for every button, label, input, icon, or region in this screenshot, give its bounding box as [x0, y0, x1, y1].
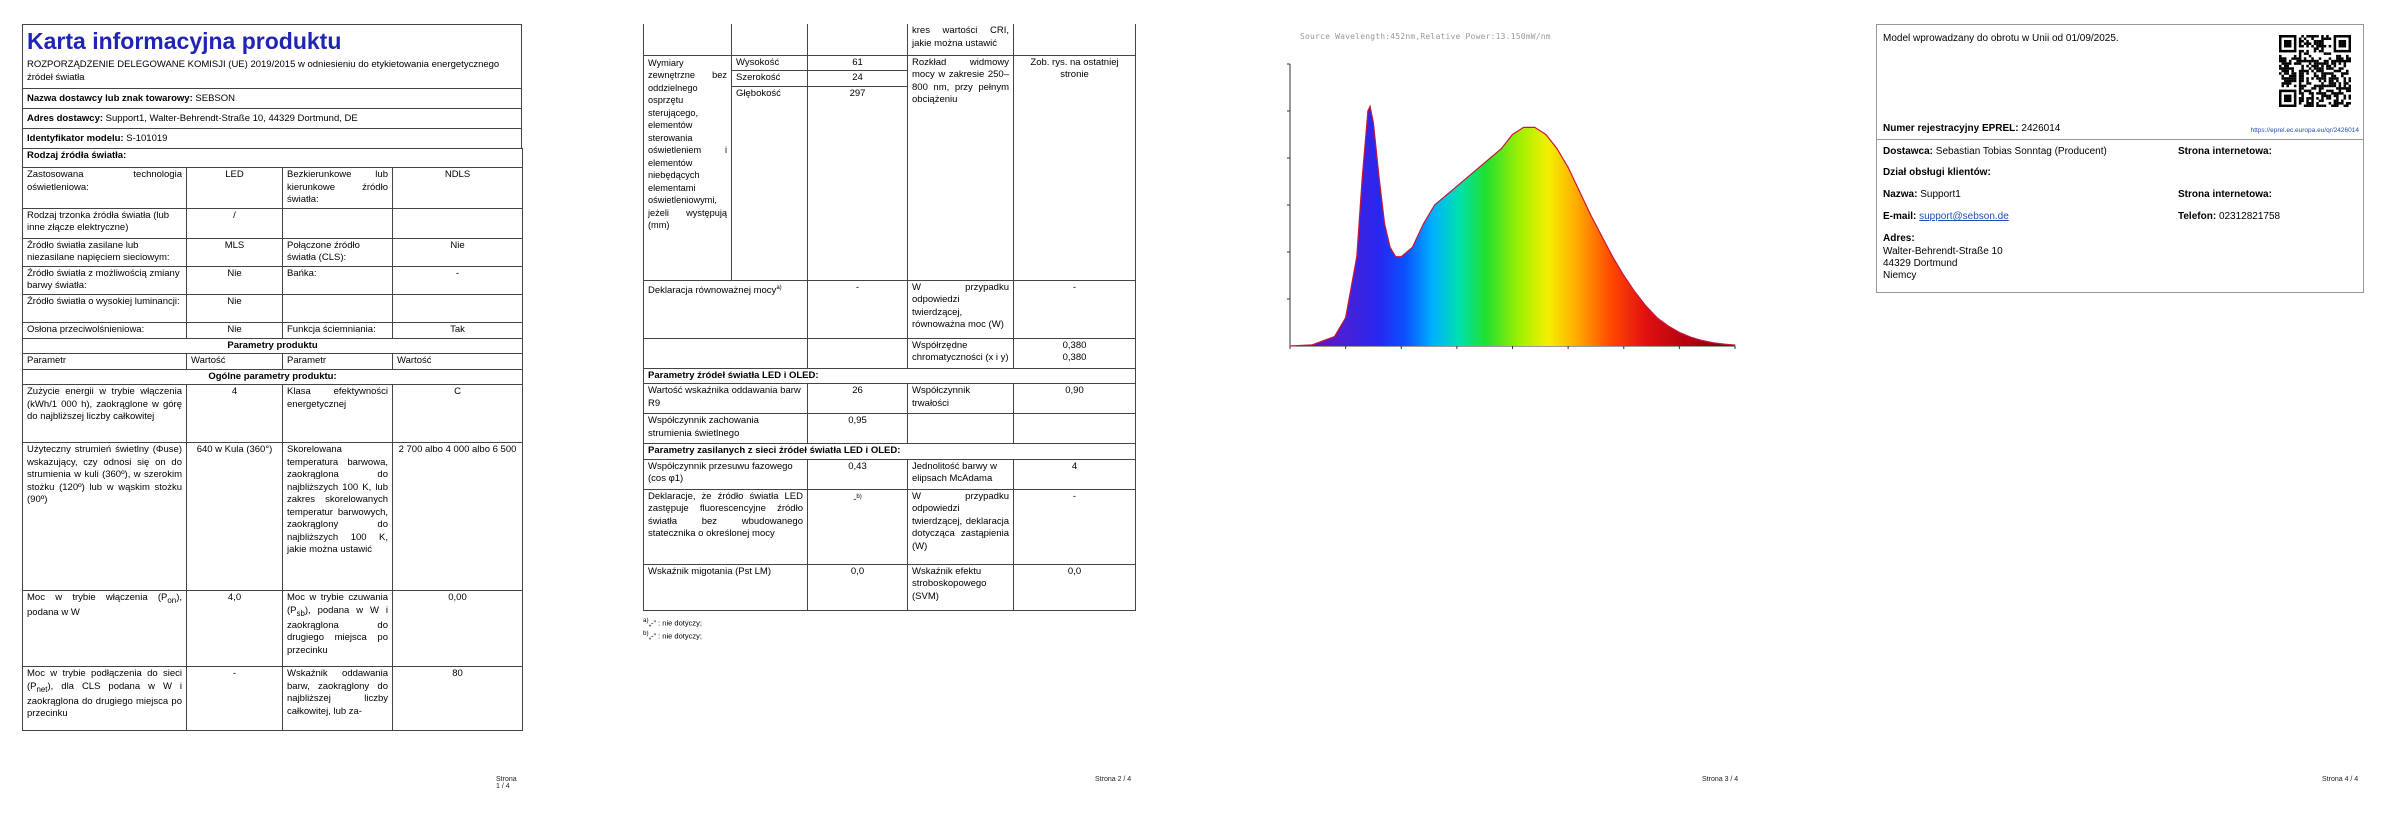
spectrum-point: [1384, 223, 1385, 224]
spectral-distribution-chart: [1270, 44, 1746, 364]
cell-label: Zastosowana technologia oświetleniowa:: [23, 168, 187, 209]
cell-label: Moc w trybie czuwania $(P_{sb})$, podana w W i zaokrąglona do drugiego miejsca po przecinku: [283, 591, 393, 667]
cell-value: 2 700 albo 4 000 albo 6 500: [393, 443, 523, 591]
cell-label: Funkcja ściemniania:: [283, 322, 393, 338]
model-value: S-101019: [126, 133, 168, 144]
cell-value: 0,43: [808, 459, 908, 489]
cell-label: Źródło światła o wysokiej luminancji:: [23, 294, 187, 322]
spectrum-point: [1534, 127, 1535, 128]
cell-label: Deklaracja równoważnej mocy$^{a)}$: [644, 280, 808, 338]
cell-label: Skorelowana temperatura barwowa, zaokrąglona do najbliższych 100 K, lub zakres skorelowanych temperatur barwowych, zaokrąglony do najbliższych 100 K, jakie można ustawić: [283, 443, 393, 591]
cell-value: 297: [808, 86, 908, 280]
light-source-table: [22, 148, 523, 731]
spectrum-point: [1456, 186, 1457, 187]
cell-label: Zużycie energii w trybie włączenia (kWh/1 000 h), zaokrąglone w górę do najbliższej liczby całkowitej: [23, 385, 187, 443]
spectrum-point: [1623, 275, 1624, 276]
spectrum-point: [1690, 336, 1691, 337]
cell-value: LED: [187, 168, 283, 209]
column-header: Parametr: [23, 354, 187, 370]
address-label: Adres dostawcy:: [27, 113, 104, 124]
page-footer: Strona 3 / 4: [1702, 776, 1739, 783]
cell-label: Bańka:: [283, 266, 393, 294]
supplier-value: SEBSON: [195, 93, 236, 104]
cell-value: 26: [808, 384, 908, 414]
cell-label: Współczynnik zachowania strumienia świetlnego: [644, 414, 808, 444]
cell-value: 0,90: [1014, 384, 1136, 414]
spectrum-point: [1390, 247, 1391, 248]
cell-value: [393, 294, 523, 322]
spectrum-point: [1723, 344, 1724, 345]
cell-label: W przypadku odpowiedzi twierdzącej, deklaracja dotycząca zastąpienia (W): [908, 489, 1014, 564]
regulation-text: ROZPORZĄDZENIE DELEGOWANE KOMISJI (UE) 2019/2015 w odniesieniu do etykietowania energetycznego źródeł światła: [27, 59, 500, 83]
spectrum-point: [1395, 256, 1396, 257]
spectrum-point: [1401, 256, 1402, 257]
cell-label: [283, 208, 393, 238]
cell-value: 61: [808, 55, 908, 71]
model-label: Identyfikator modelu:: [27, 133, 124, 144]
cell-label: Moc w trybie włączenia $(P_{on})$, podana w W: [23, 591, 187, 667]
address-label: Adres:: [1883, 233, 1915, 244]
page-footer: Strona 1 / 4: [496, 776, 517, 790]
footnote-b: $^{b)}$„-” : nie dotyczy;: [643, 630, 702, 641]
spectrum-point: [1601, 235, 1602, 236]
phone-line: Telefon: 02312821758: [2178, 211, 2281, 222]
cell-value: Nie: [187, 266, 283, 294]
footnotes: [643, 615, 1135, 642]
cell-value: -: [393, 266, 523, 294]
spectrum-point: [1645, 305, 1646, 306]
cell-value: -$^{b)}$: [808, 489, 908, 564]
cell-value: 4,0: [187, 591, 283, 667]
cell-value: 0,0: [1014, 564, 1136, 610]
spectrum-point: [1445, 195, 1446, 196]
cell-label: kres wartości CRI, jakie można ustawić: [908, 24, 1014, 55]
section-title: Parametry zasilanych z sieci źródeł światła LED i OLED:: [644, 444, 1136, 460]
spectrum-point: [1367, 110, 1368, 111]
supplier-row: [22, 88, 522, 108]
spectrum-area: [1290, 106, 1735, 346]
page-title: Karta informacyjna produktu: [27, 28, 342, 54]
spectrum-point: [1370, 106, 1371, 107]
cell-label: Rozkład widmowy mocy w zakresie 250–800 nm, przy pełnym obciążeniu: [908, 55, 1014, 280]
cell-label: Współrzędne chromatyczności (x i y): [908, 338, 1014, 368]
spectrum-point: [1289, 345, 1290, 346]
cell-value: 0,380 0,380: [1014, 338, 1136, 368]
spectrum-point: [1501, 148, 1502, 149]
product-params-table-continued: [643, 24, 1136, 611]
cell-label: Wymiary zewnętrzne bez oddzielnego osprzętu sterującego, elementów sterowania oświetleniem i elementów niebędących elementami oświetleniowymi, jeżeli występują (mm): [644, 55, 732, 280]
spectrum-point: [1312, 344, 1313, 345]
model-row: [22, 128, 522, 148]
cell-label: Współczynnik trwałości: [908, 384, 1014, 414]
cell-label: Głębokość: [732, 86, 808, 280]
spectrum-caption: Source Wavelength:452nm,Relative Power:13.150mW/nm: [1300, 32, 1551, 41]
cell-label: Rodzaj trzonka źródła światła (lub inne złącze elektryczne): [23, 208, 187, 238]
cell-value: -: [1014, 489, 1136, 564]
cell-label: Wskaźnik oddawania barw, zaokrąglony do najbliższej liczby całkowitej, lub za-: [283, 667, 393, 731]
page-1: [22, 24, 522, 790]
cell-value: 640 w Kula (360°): [187, 443, 283, 591]
spectrum-point: [1412, 247, 1413, 248]
cell-value: 0,95: [808, 414, 908, 444]
section-title: Parametry źródeł światła LED i OLED:: [644, 368, 1136, 384]
cell-value: -: [808, 280, 908, 338]
spectrum-point: [1512, 134, 1513, 135]
cell-label: Wskaźnik efektu stroboskopowego (SVM): [908, 564, 1014, 610]
eprel-link[interactable]: https://eprel.ec.europa.eu/qr/2426014: [2250, 127, 2359, 134]
cell-value: /: [187, 208, 283, 238]
spectrum-point: [1378, 176, 1379, 177]
cell-value: C: [393, 385, 523, 443]
cell-value: 24: [808, 71, 908, 87]
spectrum-point: [1373, 122, 1374, 123]
cell-label: W przypadku odpowiedzi twierdzącej, równoważna moc (W): [908, 280, 1014, 338]
spectrum-point: [1423, 223, 1424, 224]
cell-value: 0,0: [808, 564, 908, 610]
cell-value: 80: [393, 667, 523, 731]
spectrum-point: [1556, 148, 1557, 149]
spectrum-point: [1479, 167, 1480, 168]
cell-label: Użyteczny strumień świetlny (Φuse) wskazujący, czy odnosi się on do strumienia w kuli (360º), w szerokim stożku (120º) lub w wąskim stożku (90º): [23, 443, 187, 591]
cell-value: Tak: [393, 322, 523, 338]
cell-label: Deklaracje, że źródło światła LED zastępuje fluorescencyjne źródło światła bez wbudowanego statecznika o określonej mocy: [644, 489, 808, 564]
address-block: Walter-Behrendt-Straße 10 44329 Dortmund Niemcy: [1883, 246, 2003, 281]
cell-value: Zob. rys. na ostatniej stronie: [1014, 55, 1136, 280]
cell-label: Źródło światła zasilane lub niezasilane napięciem sieciowym:: [23, 238, 187, 266]
cell-label: Połączone źródło światła (CLS):: [283, 238, 393, 266]
page-4: [1876, 24, 2364, 783]
cell-value: 0,00: [393, 591, 523, 667]
cell-value: Nie: [187, 322, 283, 338]
cell-value: -: [187, 667, 283, 731]
eprel-number: Numer rejestracyjny EPREL: 2426014: [1883, 123, 2061, 134]
spectrum-point: [1734, 344, 1735, 345]
service-label: Dział obsługi klientów:: [1883, 167, 1991, 178]
column-header: Parametr: [283, 354, 393, 370]
cell-label: Jednolitość barwy w elipsach McAdama: [908, 459, 1014, 489]
cell-label: Współczynnik przesuwu fazowego (cos φ1): [644, 459, 808, 489]
email-link[interactable]: support@sebson.de: [1919, 211, 2009, 222]
website-label-2: Strona internetowa:: [2178, 189, 2272, 200]
cell-label: Bezkierunkowe lub kierunkowe źródło światła:: [283, 168, 393, 209]
cell-label: Osłona przeciwolśnieniowa:: [23, 322, 187, 338]
cell-label: Moc w trybie podłączenia do sieci $(P_{net})$, dla CLS podana w W i zaokrąglona do drugiego miejsca po przecinku: [23, 667, 187, 731]
column-header: Wartość: [393, 354, 523, 370]
service-name: Nazwa: Support1: [1883, 189, 1961, 200]
cell-value: MLS: [187, 238, 283, 266]
cell-label: Źródło światła z możliwością zmiany barwy światła:: [23, 266, 187, 294]
spectrum-point: [1490, 157, 1491, 158]
eprel-section: [1877, 25, 2363, 140]
cell-value: NDLS: [393, 168, 523, 209]
spectrum-point: [1334, 336, 1335, 337]
supplier-line: Dostawca: Sebastian Tobias Sonntag (Producent): [1883, 146, 2107, 157]
cell-value: 4: [187, 385, 283, 443]
website-label: Strona internetowa:: [2178, 146, 2272, 157]
cell-value: 4: [1014, 459, 1136, 489]
spectrum-point: [1467, 176, 1468, 177]
supplier-contacts: [1877, 140, 2363, 292]
page-footer: Strona 2 / 4: [1095, 776, 1132, 783]
spectrum-point: [1612, 256, 1613, 257]
spectrum-point: [1345, 317, 1346, 318]
page-3: [1270, 24, 1746, 783]
section-title: Ogólne parametry produktu:: [23, 369, 523, 385]
cell-label: Klasa efektywności energetycznej: [283, 385, 393, 443]
spectrum-point: [1701, 340, 1702, 341]
spectrum-point: [1668, 325, 1669, 326]
market-intro-text: Model wprowadzany do obrotu w Unii od 01/09/2025.: [1883, 33, 2119, 44]
cell-label: Wysokość: [732, 55, 808, 71]
spectrum-point: [1362, 176, 1363, 177]
spectrum-point: [1545, 134, 1546, 135]
column-header: Wartość: [187, 354, 283, 370]
product-sheet-header: [22, 24, 522, 88]
cell-label: Szerokość: [732, 71, 808, 87]
cell-value: Nie: [393, 238, 523, 266]
email-line: E-mail: support@sebson.de: [1883, 211, 2009, 222]
cell-value: -: [1014, 280, 1136, 338]
spectrum-point: [1679, 332, 1680, 333]
supplier-label: Nazwa dostawcy lub znak towarowy:: [27, 93, 193, 104]
cell-label: Wartość wskaźnika oddawania barw R9: [644, 384, 808, 414]
supplier-address-row: [22, 108, 522, 128]
spectrum-point: [1523, 127, 1524, 128]
spectrum-point: [1657, 317, 1658, 318]
section-title: Rodzaj źródła światła:: [23, 149, 523, 168]
supplier-info-box: [1876, 24, 2364, 293]
spectrum-point: [1568, 167, 1569, 168]
section-title: Parametry produktu: [23, 338, 523, 354]
spectrum-point: [1434, 204, 1435, 205]
spectrum-point: [1712, 342, 1713, 343]
page-2: [643, 24, 1135, 783]
page-footer: Strona 4 / 4: [2322, 776, 2359, 783]
footnote-a: $^{a)}$„-” : nie dotyczy;: [643, 616, 702, 627]
spectrum-point: [1590, 214, 1591, 215]
spectrum-point: [1579, 190, 1580, 191]
qr-code[interactable]: [2279, 35, 2351, 107]
cell-label: Wskaźnik migotania (Pst LM): [644, 564, 808, 610]
cell-label: [283, 294, 393, 322]
spectrum-point: [1356, 256, 1357, 257]
spectrum-point: [1634, 291, 1635, 292]
address-value: Support1, Walter-Behrendt-Straße 10, 44329 Dortmund, DE: [105, 113, 358, 124]
cell-value: [393, 208, 523, 238]
cell-value: Nie: [187, 294, 283, 322]
